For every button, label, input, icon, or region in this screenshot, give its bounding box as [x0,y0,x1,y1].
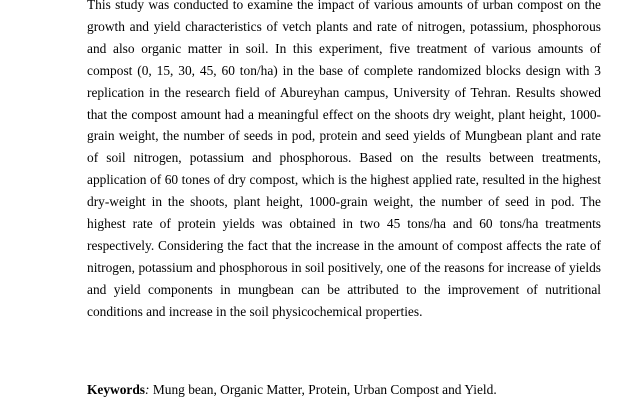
abstract-paragraph: This study was conducted to examine the impact of various amounts of urban compost on the growth and yield characteristics of vetch plants and rate of nitrogen, potassium, phosphorous and also organic matter in soil. In this experiment, five treatment of various amounts of compost (0, 15, 30, 45, 60 ton/ha) in the base of complete randomized blocks design with 3 replication in the research field of Abureyhan campus, University of Tehran. Results showed that the compost amount had a meaningful effect on the shoots dry weight, plant height, 1000-grain weight, the number of seeds in pod, protein and seed yields of Mungbean plant and rate of soil nitrogen, potassium and phosphorous. Based on the results between treatments, application of 60 tones of dry compost, which is the highest applied rate, resulted in the highest dry-weight in the shoots, plant height, 1000-grain weight, the number of seed in pod. The highest rate of protein yields was obtained in two 45 tons/ha and 60 tons/ha treatments respectively. Considering the fact that the increase in the amount of compost affects the rate of nitrogen, potassium and phosphorous in soil positively, one of the reasons for increase of yields and yield components in mungbean can be attributed to the improvement of nutritional conditions and increase in the soil physicochemical properties. [87,0,601,319]
keywords-colon: : [145,382,150,397]
keywords-line [87,380,601,400]
keywords-label: Keywords [87,382,146,397]
keywords-values: Mung bean, Organic Matter, Protein, Urban Compost and Yield. [149,382,497,397]
